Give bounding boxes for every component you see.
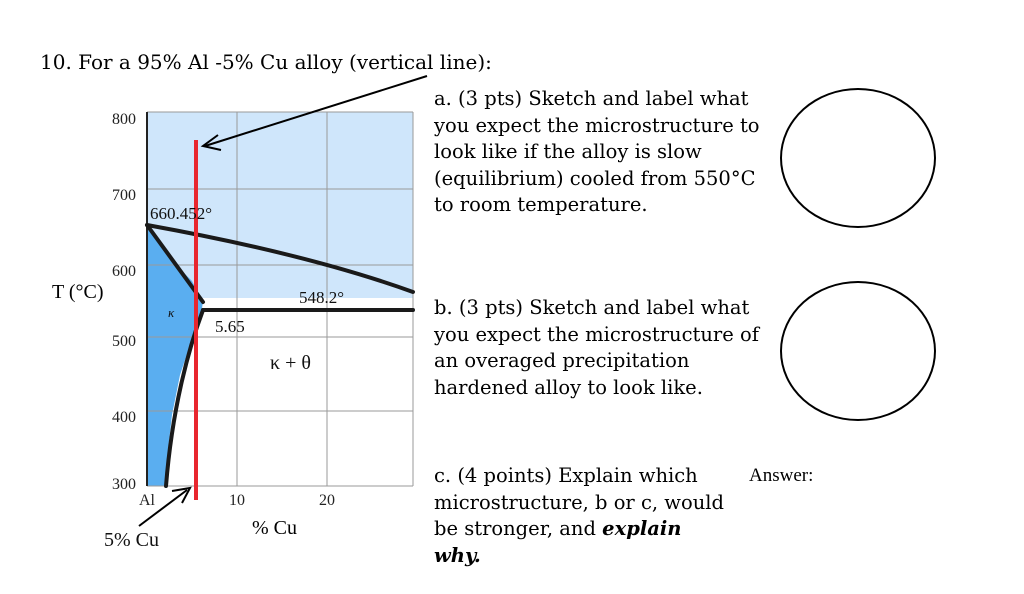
two-phase-label: κ + θ: [270, 352, 311, 374]
part-c-text: be stronger, and: [434, 517, 603, 540]
answer-label: Answer:: [749, 465, 814, 486]
part-a-line: look like if the alloy is slow: [434, 140, 702, 163]
sketch-circle-a[interactable]: [780, 88, 936, 228]
y-tick-400: 400: [112, 409, 136, 426]
eutectic-temp-label: 548.2°: [299, 288, 345, 307]
part-a-line: (equilibrium) cooled from 550°C: [434, 166, 756, 190]
part-c-line: [434, 543, 724, 570]
kappa-phase-label: κ: [168, 305, 175, 320]
x-tick-al: Al: [139, 492, 155, 509]
x-tick-20: 20: [319, 492, 335, 509]
composition-label: 5% Cu: [104, 529, 159, 551]
part-c-prompt: [434, 463, 724, 569]
part-b-line: b. (3 pts) Sketch and label what: [434, 296, 750, 319]
part-c-emphasis: why.: [434, 543, 481, 567]
part-a-prompt: [434, 86, 760, 219]
y-tick-700: 700: [112, 187, 136, 204]
part-a-line: a. (3 pts) Sketch and label what: [434, 87, 749, 110]
part-a-line: you expect the microstructure to: [434, 113, 760, 137]
y-axis-label: T (°C): [52, 281, 104, 303]
part-c-line: [434, 516, 724, 543]
part-b-line: an overaged precipitation: [434, 349, 690, 372]
part-c-line: microstructure, b or c, would: [434, 490, 724, 514]
part-a-line: to room temperature.: [434, 193, 648, 216]
y-tick-800: 800: [112, 111, 136, 128]
part-c-emphasis: explain: [602, 517, 682, 540]
melting-point-label: 660.452°: [150, 204, 213, 223]
x-axis-label: % Cu: [252, 517, 297, 539]
part-c-line: c. (4 points) Explain which: [434, 464, 698, 487]
question-title: 10. For a 95% Al -5% Cu alloy (vertical line):: [40, 50, 492, 74]
part-b-line: you expect the microstructure of: [434, 322, 759, 346]
y-tick-500: 500: [112, 333, 136, 350]
sketch-circle-b[interactable]: [780, 281, 936, 421]
y-tick-600: 600: [112, 263, 136, 280]
max-solubility-label: 5.65: [215, 317, 245, 336]
x-tick-10: 10: [229, 492, 245, 509]
part-b-prompt: [434, 295, 759, 401]
part-b-line: hardened alloy to look like.: [434, 375, 703, 399]
y-tick-300: 300: [112, 476, 136, 493]
